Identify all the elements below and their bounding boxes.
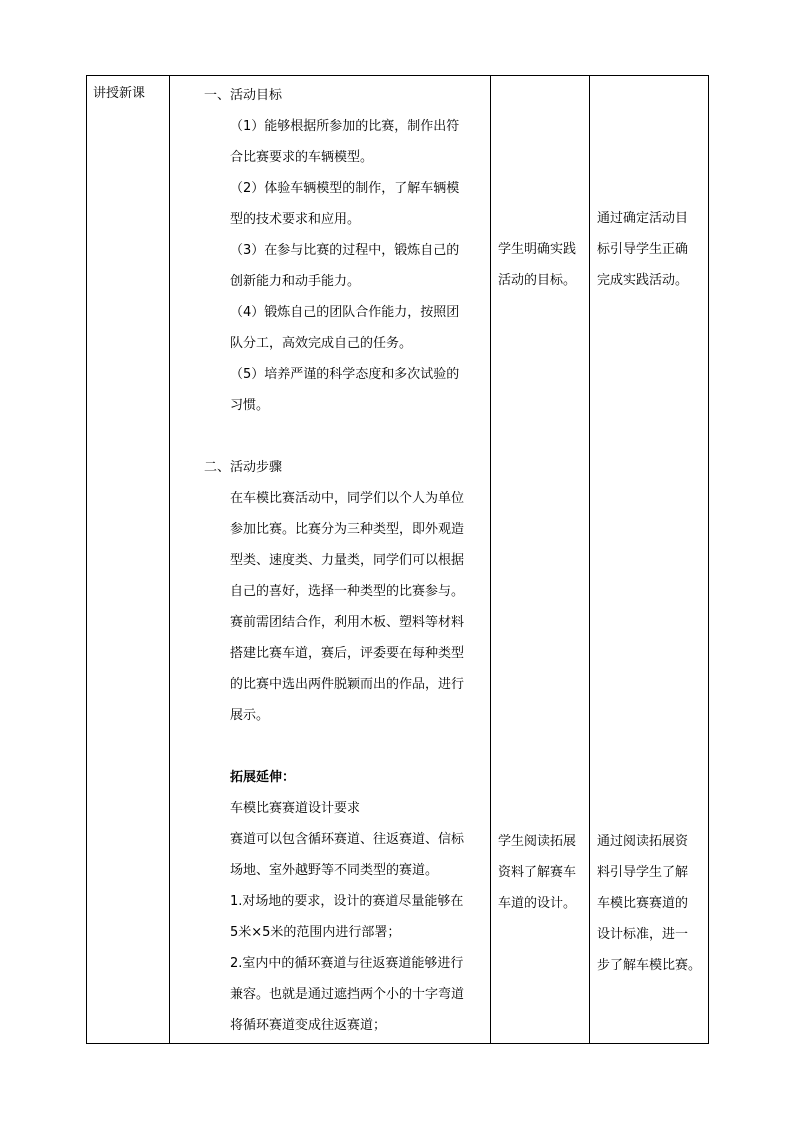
extension-line: 2.室内中的循环赛道与往返赛道能够进行 — [230, 956, 464, 971]
extension-line: 赛道可以包含循环赛道、往返赛道、信标 — [230, 832, 465, 847]
goal-line: （2）体验车辆模型的制作，了解车辆模 — [230, 181, 460, 196]
extension-line: 兼容。也就是通过遮挡两个小的十字弯道 — [230, 987, 465, 1002]
student-activity-line: 学生明确实践 — [498, 242, 577, 257]
extension-line: 将循环赛道变成往返赛道； — [230, 1018, 387, 1033]
design-intent-line: 完成实践活动。 — [597, 273, 689, 288]
design-intent-line: 步了解车模比赛。 — [597, 958, 702, 973]
steps-line: 的比赛中选出两件脱颖而出的作品，进行 — [230, 677, 465, 692]
goal-line: （3）在参与比赛的过程中，锻炼自己的 — [230, 243, 460, 258]
student-activity-line: 资料了解赛车 — [498, 865, 577, 880]
student-activity-line: 学生阅读拓展 — [498, 834, 577, 849]
student-activity-line: 活动的目标。 — [498, 273, 577, 288]
student-activity-1 — [498, 234, 585, 296]
lesson-plan-table — [86, 75, 709, 1044]
extension-line: 场地、室外越野等不同类型的赛道。 — [230, 863, 439, 878]
student-activity-line: 车道的设计。 — [498, 896, 577, 911]
steps-line: 参加比赛。比赛分为三种类型，即外观造 — [230, 522, 465, 537]
teaching-content — [170, 76, 490, 1041]
design-intent-line: 车模比赛赛道的 — [597, 896, 689, 911]
steps-line: 搭建比赛车道，赛后，评委要在每种类型 — [230, 646, 465, 661]
goal-line: （4）锻炼自己的团队合作能力，按照团 — [230, 305, 460, 320]
design-intent-1 — [597, 203, 704, 296]
table-row — [87, 76, 709, 1044]
teaching-content-cell — [170, 76, 491, 1044]
design-intent-line: 通过阅读拓展资 — [597, 834, 689, 849]
design-intent-2 — [597, 826, 704, 981]
goals-heading: 一、活动目标 — [204, 88, 283, 103]
student-activity-cell — [491, 76, 590, 1044]
extension-title: 车模比赛赛道设计要求 — [230, 801, 361, 816]
extension-heading: 拓展延伸： — [230, 770, 296, 785]
goal-line: （5）培养严谨的科学态度和多次试验的 — [230, 367, 460, 382]
goal-line: 创新能力和动手能力。 — [230, 274, 361, 289]
section-label: 讲授新课 — [93, 86, 146, 101]
design-intent-line: 通过确定活动目 — [597, 211, 689, 226]
student-activity-2 — [498, 826, 585, 919]
steps-line: 型类、速度类、力量类，同学们可以根据 — [230, 553, 465, 568]
goal-line: 队分工，高效完成自己的任务。 — [230, 336, 413, 351]
design-intent-cell — [590, 76, 709, 1044]
steps-heading: 二、活动步骤 — [204, 460, 283, 475]
goal-line: 型的技术要求和应用。 — [230, 212, 361, 227]
goal-line: 习惯。 — [230, 398, 270, 413]
goal-line: 合比赛要求的车辆模型。 — [230, 150, 374, 165]
goal-line: （1）能够根据所参加的比赛，制作出符 — [230, 119, 460, 134]
extension-line: 1.对场地的要求，设计的赛道尽量能够在 — [230, 894, 464, 909]
steps-line: 展示。 — [230, 708, 270, 723]
design-intent-line: 标引导学生正确 — [597, 242, 689, 257]
steps-line: 自己的喜好，选择一种类型的比赛参与。 — [230, 584, 465, 599]
design-intent-line: 料引导学生了解 — [597, 865, 689, 880]
steps-line: 赛前需团结合作，利用木板、塑料等材料 — [230, 615, 465, 630]
design-intent-line: 设计标准，进一 — [597, 927, 689, 942]
steps-line: 在车模比赛活动中，同学们以个人为单位 — [230, 491, 465, 506]
section-label-cell — [87, 76, 170, 1044]
extension-line: 5米×5米的范围内进行部署； — [230, 925, 401, 940]
